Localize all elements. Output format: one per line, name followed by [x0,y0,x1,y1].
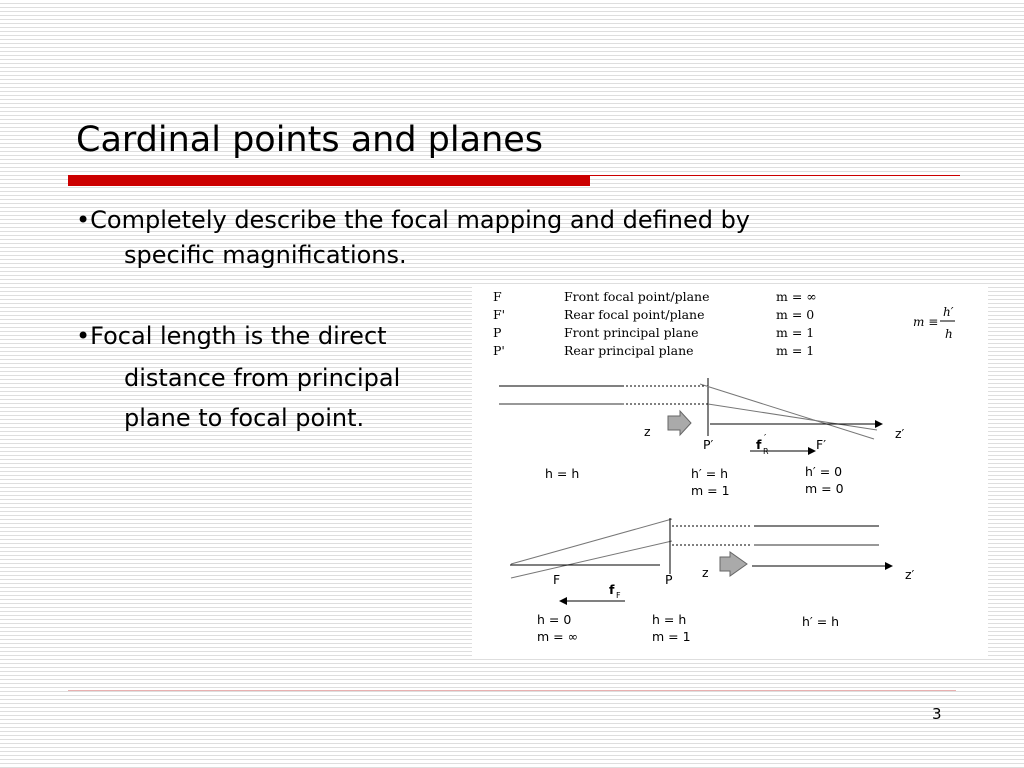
table-symbol: F' [493,307,506,322]
principal-height-label: h = h [652,612,687,627]
slide-title: Cardinal points and planes [76,120,544,160]
cardinal-points-figure [472,286,988,656]
table-magnification: m = 0 [776,307,815,322]
bullet-focal-mapping: •Completely describe the focal mapping and defined by [76,206,751,234]
table-symbol: P' [493,343,505,358]
focal-height-label: h′ = 0 [805,464,843,479]
front-focal-diagram [510,518,892,601]
p-prime-label: P′ [703,437,714,452]
focal-length-f-label: f [756,437,762,452]
front-focal-diagram-labels [537,565,915,644]
f-prime-label: F′ [816,437,827,452]
bullet-focal-mapping-cont: specific magnifications. [124,241,407,269]
f-point-label: F [553,572,561,587]
focal-magnification-label: m = ∞ [537,629,579,644]
formula-lhs: m ≡ [913,315,939,329]
table-magnification: m = ∞ [776,289,817,304]
page-number: 3 [932,705,942,723]
focal-length-sub-f: F [616,591,621,600]
bullet-focal-length-cont-1: distance from principal [124,364,401,392]
table-magnification: m = 1 [776,343,815,358]
direction-arrow-icon [668,411,691,435]
refracted-ray-2 [708,404,877,430]
formula-numerator: h′ [943,305,954,319]
table-symbol: F [493,289,502,304]
bullet-focal-length-cont-2: plane to focal point. [124,404,365,432]
figure-svg [472,286,988,656]
focal-length-sub-r: R [763,447,769,456]
rear-focal-diagram-labels [545,424,905,498]
refracted-ray-1 [700,384,874,439]
table-magnification: m = 1 [776,325,815,340]
principal-magnification-label: m = 1 [691,483,730,498]
cardinal-table [493,289,817,358]
footer-rule [68,690,956,691]
magnification-formula [913,305,955,341]
focal-length-f-label: f [609,582,615,597]
p-plane-label: P [665,572,673,587]
z-axis-label: z [702,565,709,580]
bullet-focal-length: •Focal length is the direct [76,322,387,350]
z-prime-axis-label: z′ [905,567,915,582]
formula-denominator: h [945,327,953,341]
table-description: Front principal plane [564,325,699,340]
input-ray-upper [511,519,672,564]
table-description: Rear focal point/plane [564,307,705,322]
direction-arrow-icon [720,552,747,576]
input-height-label: h = h [545,466,580,481]
title-underline-thin [590,175,960,176]
table-description: Rear principal plane [564,343,694,358]
z-prime-axis-label: z′ [895,426,905,441]
title-underline-bar [68,175,590,186]
principal-height-label: h′ = h [691,466,729,481]
focal-height-label: h = 0 [537,612,572,627]
principal-magnification-label: m = 1 [652,629,691,644]
focal-length-prime: ′ [764,433,767,444]
input-ray-lower [511,541,672,578]
table-description: Front focal point/plane [564,289,710,304]
z-axis-label: z [644,424,651,439]
table-symbol: P [493,325,502,340]
focal-magnification-label: m = 0 [805,481,844,496]
output-height-label: h′ = h [802,614,840,629]
